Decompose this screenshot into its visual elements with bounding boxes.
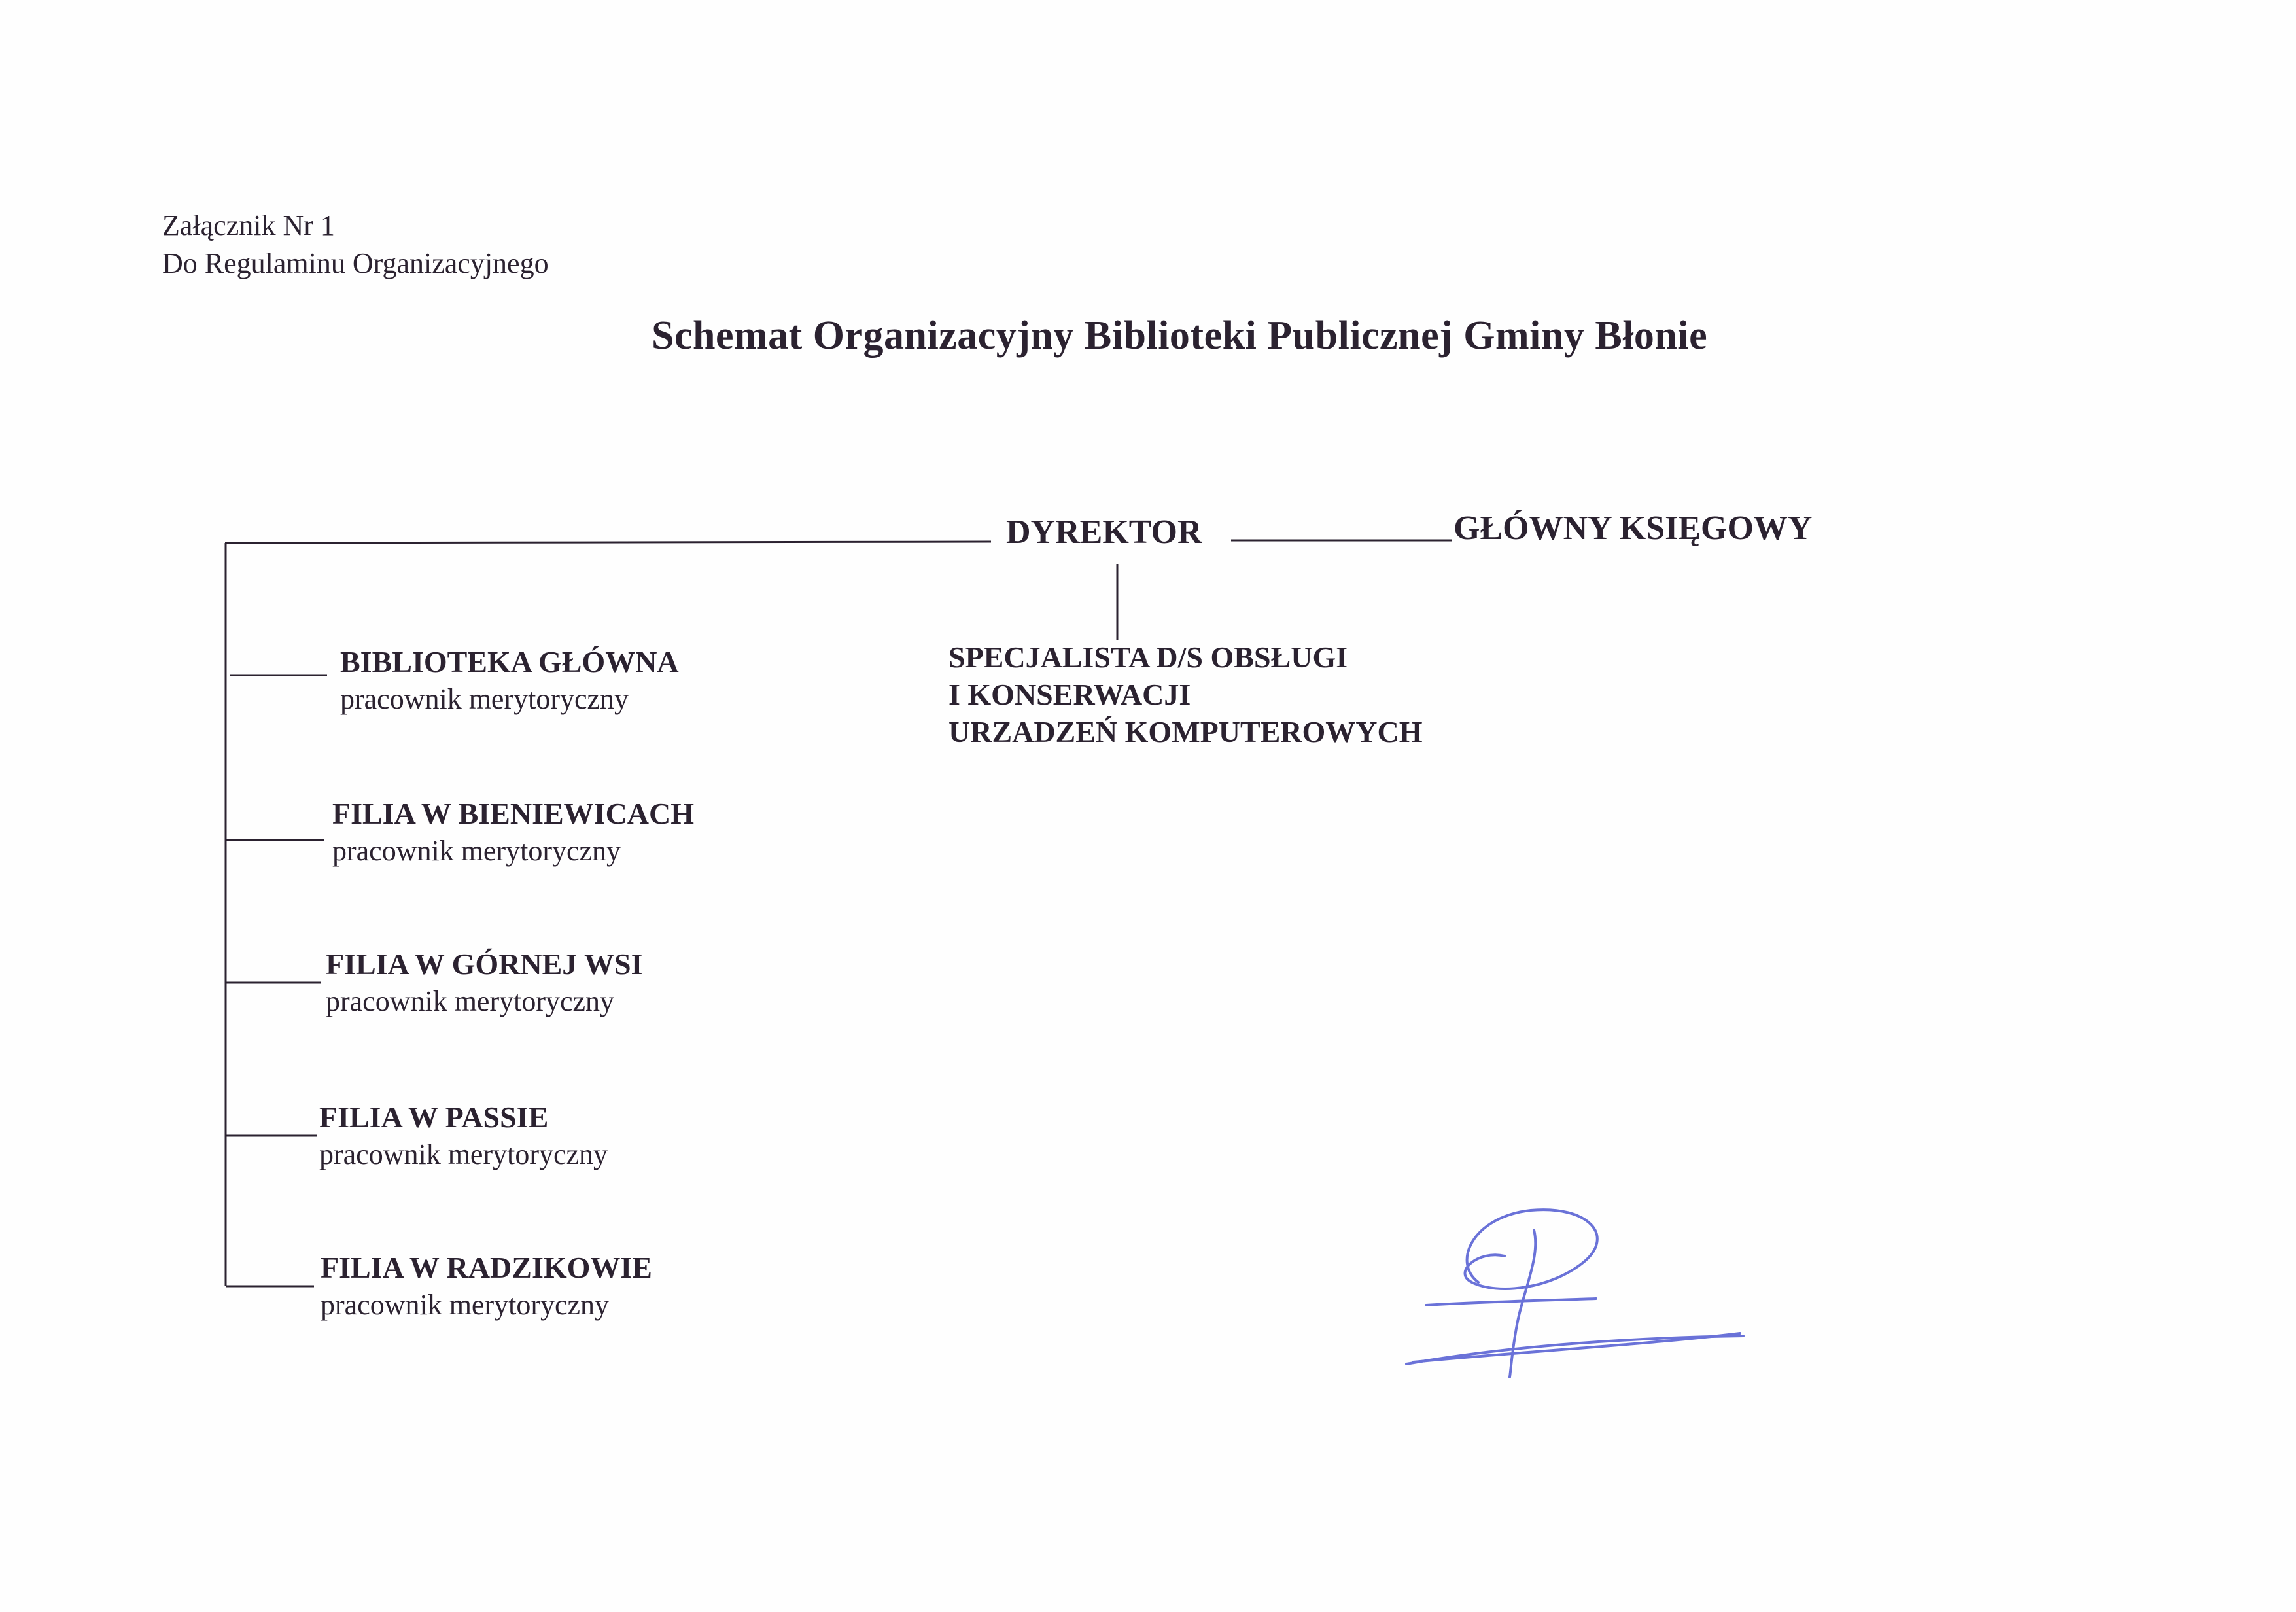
node-director: DYREKTOR bbox=[1006, 514, 1202, 551]
page-title: Schemat Organizacyjny Biblioteki Publicznej Gminy Błonie bbox=[652, 313, 1708, 358]
branch-role: pracownik merytoryczny bbox=[332, 835, 621, 867]
branch-name: FILIA W GÓRNEJ WSI bbox=[326, 947, 643, 981]
branch-role: pracownik merytoryczny bbox=[319, 1138, 608, 1170]
specialist-line-3: URZADZEŃ KOMPUTEROWYCH bbox=[948, 715, 1423, 748]
branch-name: FILIA W PASSIE bbox=[319, 1100, 549, 1134]
node-branch-radzikow bbox=[321, 1250, 652, 1324]
node-branch-bieniewice bbox=[332, 796, 694, 870]
branch-name: FILIA W BIENIEWICACH bbox=[332, 797, 695, 830]
branch-role: pracownik merytoryczny bbox=[321, 1289, 610, 1321]
branch-role: pracownik merytoryczny bbox=[326, 985, 615, 1017]
connector-director-branches bbox=[225, 542, 991, 543]
branch-name: BIBLIOTEKA GŁÓWNA bbox=[340, 645, 679, 678]
branch-role: pracownik merytoryczny bbox=[340, 683, 629, 715]
branch-name: FILIA W RADZIKOWIE bbox=[321, 1251, 652, 1284]
node-chief-accountant: GŁÓWNY KSIĘGOWY bbox=[1453, 510, 1813, 547]
annex-reference: Do Regulaminu Organizacyjnego bbox=[162, 247, 549, 279]
node-branch-main-library bbox=[340, 644, 679, 718]
handwritten-signature bbox=[1400, 1191, 1766, 1387]
specialist-line-2: I KONSERWACJI bbox=[948, 678, 1191, 711]
annex-number: Załącznik Nr 1 bbox=[162, 209, 335, 241]
node-branch-gorna-wies bbox=[326, 946, 642, 1021]
specialist-line-1: SPECJALISTA D/S OBSŁUGI bbox=[948, 640, 1348, 674]
node-specialist bbox=[948, 639, 1423, 750]
node-branch-passy bbox=[319, 1099, 608, 1174]
